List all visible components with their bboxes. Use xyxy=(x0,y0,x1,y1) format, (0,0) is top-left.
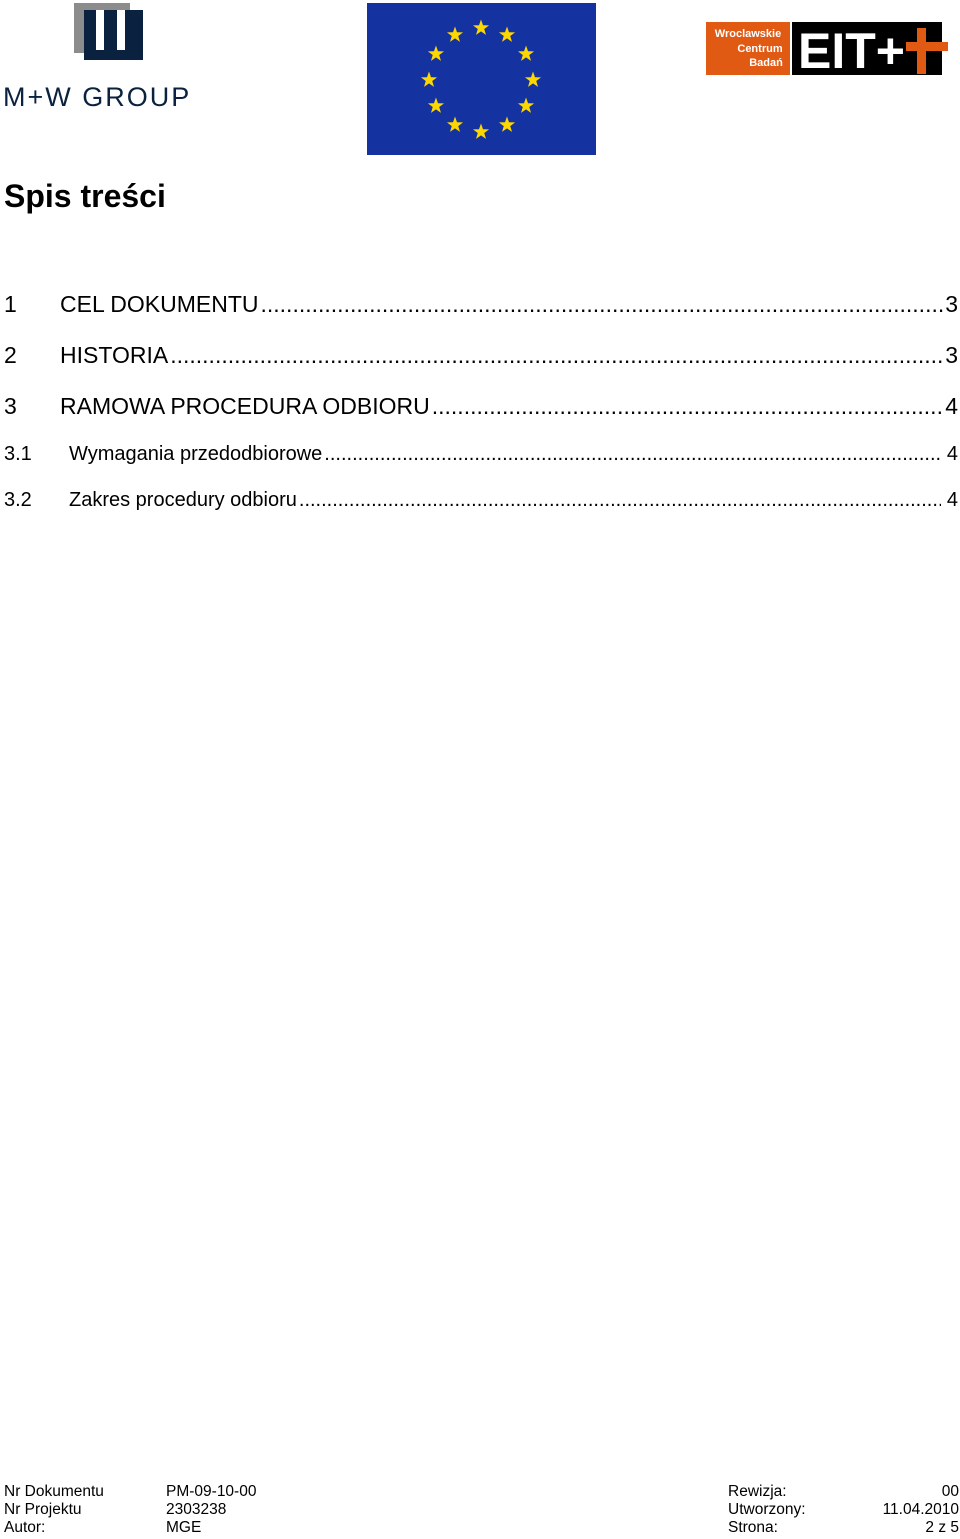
toc-entry-number: 1 xyxy=(4,291,17,317)
footer-label: Autor: xyxy=(4,1519,46,1536)
footer-value: 11.04.2010 xyxy=(882,1501,959,1518)
toc-entry-number: 3.1 xyxy=(4,443,32,465)
toc-entry-page: 4 xyxy=(945,393,958,419)
footer-value: 2 z 5 xyxy=(925,1519,959,1536)
footer-value: PM-09-10-00 xyxy=(166,1483,257,1500)
toc-entry-historia[interactable] xyxy=(4,340,958,370)
footer-label: Strona: xyxy=(728,1519,778,1536)
toc-leader-dots xyxy=(170,340,943,370)
toc-entry-text: HISTORIA xyxy=(60,342,169,368)
toc-entry-text: RAMOWA PROCEDURA ODBIORU xyxy=(60,393,430,419)
toc-leader-dots xyxy=(299,487,941,513)
footer-value: 00 xyxy=(941,1483,959,1500)
toc-entry-number: 2 xyxy=(4,342,17,368)
toc-entry-zakres[interactable] xyxy=(4,487,958,513)
mw-group-logo-text: M+W GROUP xyxy=(3,82,192,112)
toc-entry-cel-dokumentu[interactable] xyxy=(4,289,958,319)
footer-row xyxy=(4,1501,959,1519)
footer-value: MGE xyxy=(166,1519,202,1536)
toc-entry-page: 3 xyxy=(945,342,958,368)
eu-flag-logo xyxy=(367,3,596,155)
toc-entry-text: CEL DOKUMENTU xyxy=(60,291,259,317)
wcb-line-2: Centrum xyxy=(737,43,783,55)
footer-label: Rewizja: xyxy=(728,1483,787,1500)
footer-value: 2303238 xyxy=(166,1501,227,1518)
footer-row xyxy=(4,1483,959,1501)
toc-leader-dots xyxy=(261,289,944,319)
eit-text: EIT+ xyxy=(798,23,906,78)
toc-entry-number: 3.2 xyxy=(4,489,32,511)
toc-entry-text: Wymagania przedodbiorowe xyxy=(69,443,323,465)
toc-title: Spis treści xyxy=(4,178,166,214)
footer-label: Nr Projektu xyxy=(4,1501,82,1518)
wcb-line-1: Wroclawskie xyxy=(714,28,782,40)
toc-entry-wymagania[interactable] xyxy=(4,441,958,467)
toc-entry-number: 3 xyxy=(4,393,17,419)
toc-entry-text: Zakres procedury odbioru xyxy=(69,489,297,511)
toc-entry-page: 3 xyxy=(945,291,958,317)
toc-leader-dots xyxy=(432,391,943,421)
footer-label: Nr Dokumentu xyxy=(4,1483,104,1500)
toc-entry-page: 4 xyxy=(946,443,958,465)
document-footer xyxy=(4,1483,959,1537)
mw-group-logo xyxy=(0,0,220,115)
toc-entry-ramowa-procedura[interactable] xyxy=(4,391,958,421)
wcb-eit-logo xyxy=(706,22,951,78)
wcb-line-3: Badań xyxy=(749,57,783,69)
footer-row xyxy=(4,1519,959,1537)
toc-entry-page: 4 xyxy=(946,489,958,511)
toc-leader-dots xyxy=(324,441,941,467)
footer-label: Utworzony: xyxy=(728,1501,806,1518)
